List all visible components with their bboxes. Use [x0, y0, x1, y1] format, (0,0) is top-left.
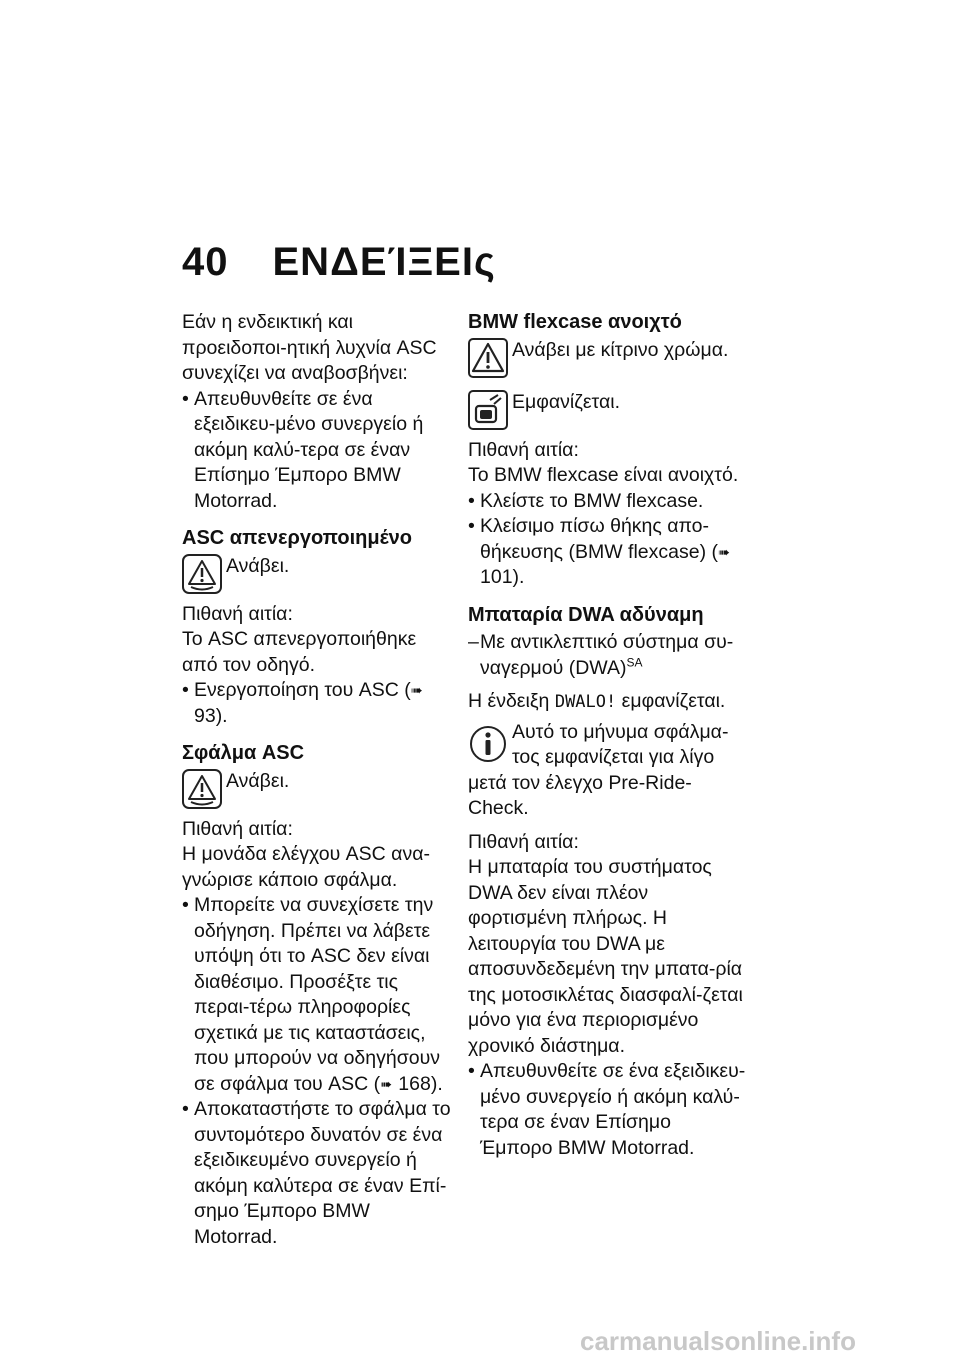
- flexcase-lamp-text: Ανάβει με κίτρινο χρώμα.: [512, 338, 729, 361]
- cause-text: Το ASC απενεργοποιήθηκε από τον οδηγό.: [182, 628, 417, 676]
- flexcase-display-row: [468, 390, 748, 430]
- section-heading-dwa-battery: Μπαταρία DWA αδύναμη: [468, 603, 704, 626]
- list-item: • Απευθυνθείτε σε ένα εξειδικευ-μένο συνεργείο ή ακόμη καλύ-τερα σε έναν Επίσημο Έμπορο BMW Motorrad.: [468, 1060, 746, 1159]
- list-item: • Κλείστε το BMW flexcase.: [468, 489, 704, 512]
- list-item: • Αποκαταστήστε το σφάλμα το συντομότερο δυνατόν σε ένα εξειδικευμένο συνεργείο ή ακόμη καλύτερα σε έναν Επί-σημο Έμπορο BMW Motorrad.: [182, 1098, 451, 1248]
- list-item: • Ενεργοποίηση του ASC (➠ 93).: [182, 679, 424, 727]
- page-number: 40: [182, 240, 229, 284]
- page-ref-arrow-icon: ➠: [718, 543, 731, 560]
- section-heading-asc-fault: Σφάλμα ASC: [182, 742, 305, 764]
- asc-flashing-intro: Εάν η ενδεικτική και προειδοποι-ητική λυχνία ASC συνεχίζει να αναβοσβήνει:: [182, 311, 437, 384]
- equipment-note: – Με αντικλεπτικό σύστημα συ-ναγερμού (DWA)$^{SA}$: [468, 631, 734, 679]
- asc-fault-lamp-text: Ανάβει.: [226, 769, 290, 792]
- flexcase-display-text: Εμφανίζεται.: [512, 390, 620, 413]
- info-note: [468, 720, 748, 822]
- page-header: [182, 240, 496, 285]
- section-heading-asc-off: ASC απενεργοποιημένο: [182, 527, 412, 549]
- asc-fault-lamp-row: [182, 769, 454, 809]
- asc-warning-lamp-icon: [182, 769, 222, 809]
- asc-off-lamp-text: Ανάβει.: [226, 554, 290, 577]
- page-ref-arrow-icon: ➠: [380, 1075, 393, 1092]
- cause-label: Πιθανή αιτία:: [468, 830, 579, 853]
- section-heading-flexcase: BMW flexcase ανοιχτό: [468, 311, 682, 333]
- cause-text: Η μπαταρία του συστήματος DWA δεν είναι πλέον φορτισμένη πλήρως. Η λειτουργία του DWA με αποσυνδεδεμένη την μπατα-ρία της μοτοσικλέτας διασφαλί-ζεται μόνο για ένα περιορισμένο χρονικό διάστημα.: [468, 856, 743, 1057]
- general-warning-lamp-icon: [468, 338, 508, 378]
- list-item: • Μπορείτε να συνεχίσετε την οδήγηση. Πρέπει να λάβετε υπόψη ότι το ASC δεν είναι διαθέσιμο. Προσέξτε τις περαι-τέρω πληροφορίες σχετικά με τις καταστάσεις, που μπορούν να οδηγήσουν σε σφάλμα του ASC (➠ 168).: [182, 894, 443, 1095]
- info-icon: [468, 724, 508, 764]
- right-column: [468, 310, 748, 1161]
- page-ref-arrow-icon: ➠: [410, 682, 424, 698]
- left-column: [182, 310, 454, 1250]
- cause-text: Το BMW flexcase είναι ανοιχτό.: [468, 464, 739, 486]
- dwa-display-line: Η ένδειξη DWALO! εμφανίζεται.: [468, 690, 726, 712]
- page-ref[interactable]: 93).: [194, 704, 228, 727]
- cause-text: Η μονάδα ελέγχου ASC ανα-γνώρισε κάποιο σφάλμα.: [182, 843, 430, 891]
- cause-label: Πιθανή αιτία:: [182, 602, 293, 625]
- asc-warning-lamp-icon: [182, 554, 222, 594]
- page-title: ΕΝΔΕΊΞΕΙς: [272, 240, 496, 284]
- special-equipment-badge: SA: [626, 655, 643, 669]
- flexcase-lamp-row: [468, 338, 748, 378]
- asc-off-lamp-row: [182, 554, 454, 594]
- info-text: Αυτό το μήνυμα σφάλμα-τος εμφανίζεται για λίγο μετά τον έλεγχο Pre-Ride-Check.: [468, 720, 729, 819]
- list-item: • Κλείσιμο πίσω θήκης απο-θήκευσης (BMW flexcase) (➠ 101).: [468, 515, 731, 588]
- cause-label: Πιθανή αιτία:: [182, 817, 293, 840]
- page-ref[interactable]: 101).: [480, 566, 525, 588]
- watermark: carmanualsonline.info: [580, 1326, 856, 1356]
- list-item: • Απευθυνθείτε σε ένα εξειδικευ-μένο συνεργείο ή ακόμη καλύ-τερα σε έναν Επίσημο Έμπορο BMW Motorrad.: [182, 387, 424, 512]
- cause-label: Πιθανή αιτία:: [468, 438, 579, 461]
- flexcase-open-icon: [468, 390, 508, 430]
- display-code: DWALO!: [554, 692, 617, 712]
- page-ref[interactable]: 168).: [398, 1072, 443, 1095]
